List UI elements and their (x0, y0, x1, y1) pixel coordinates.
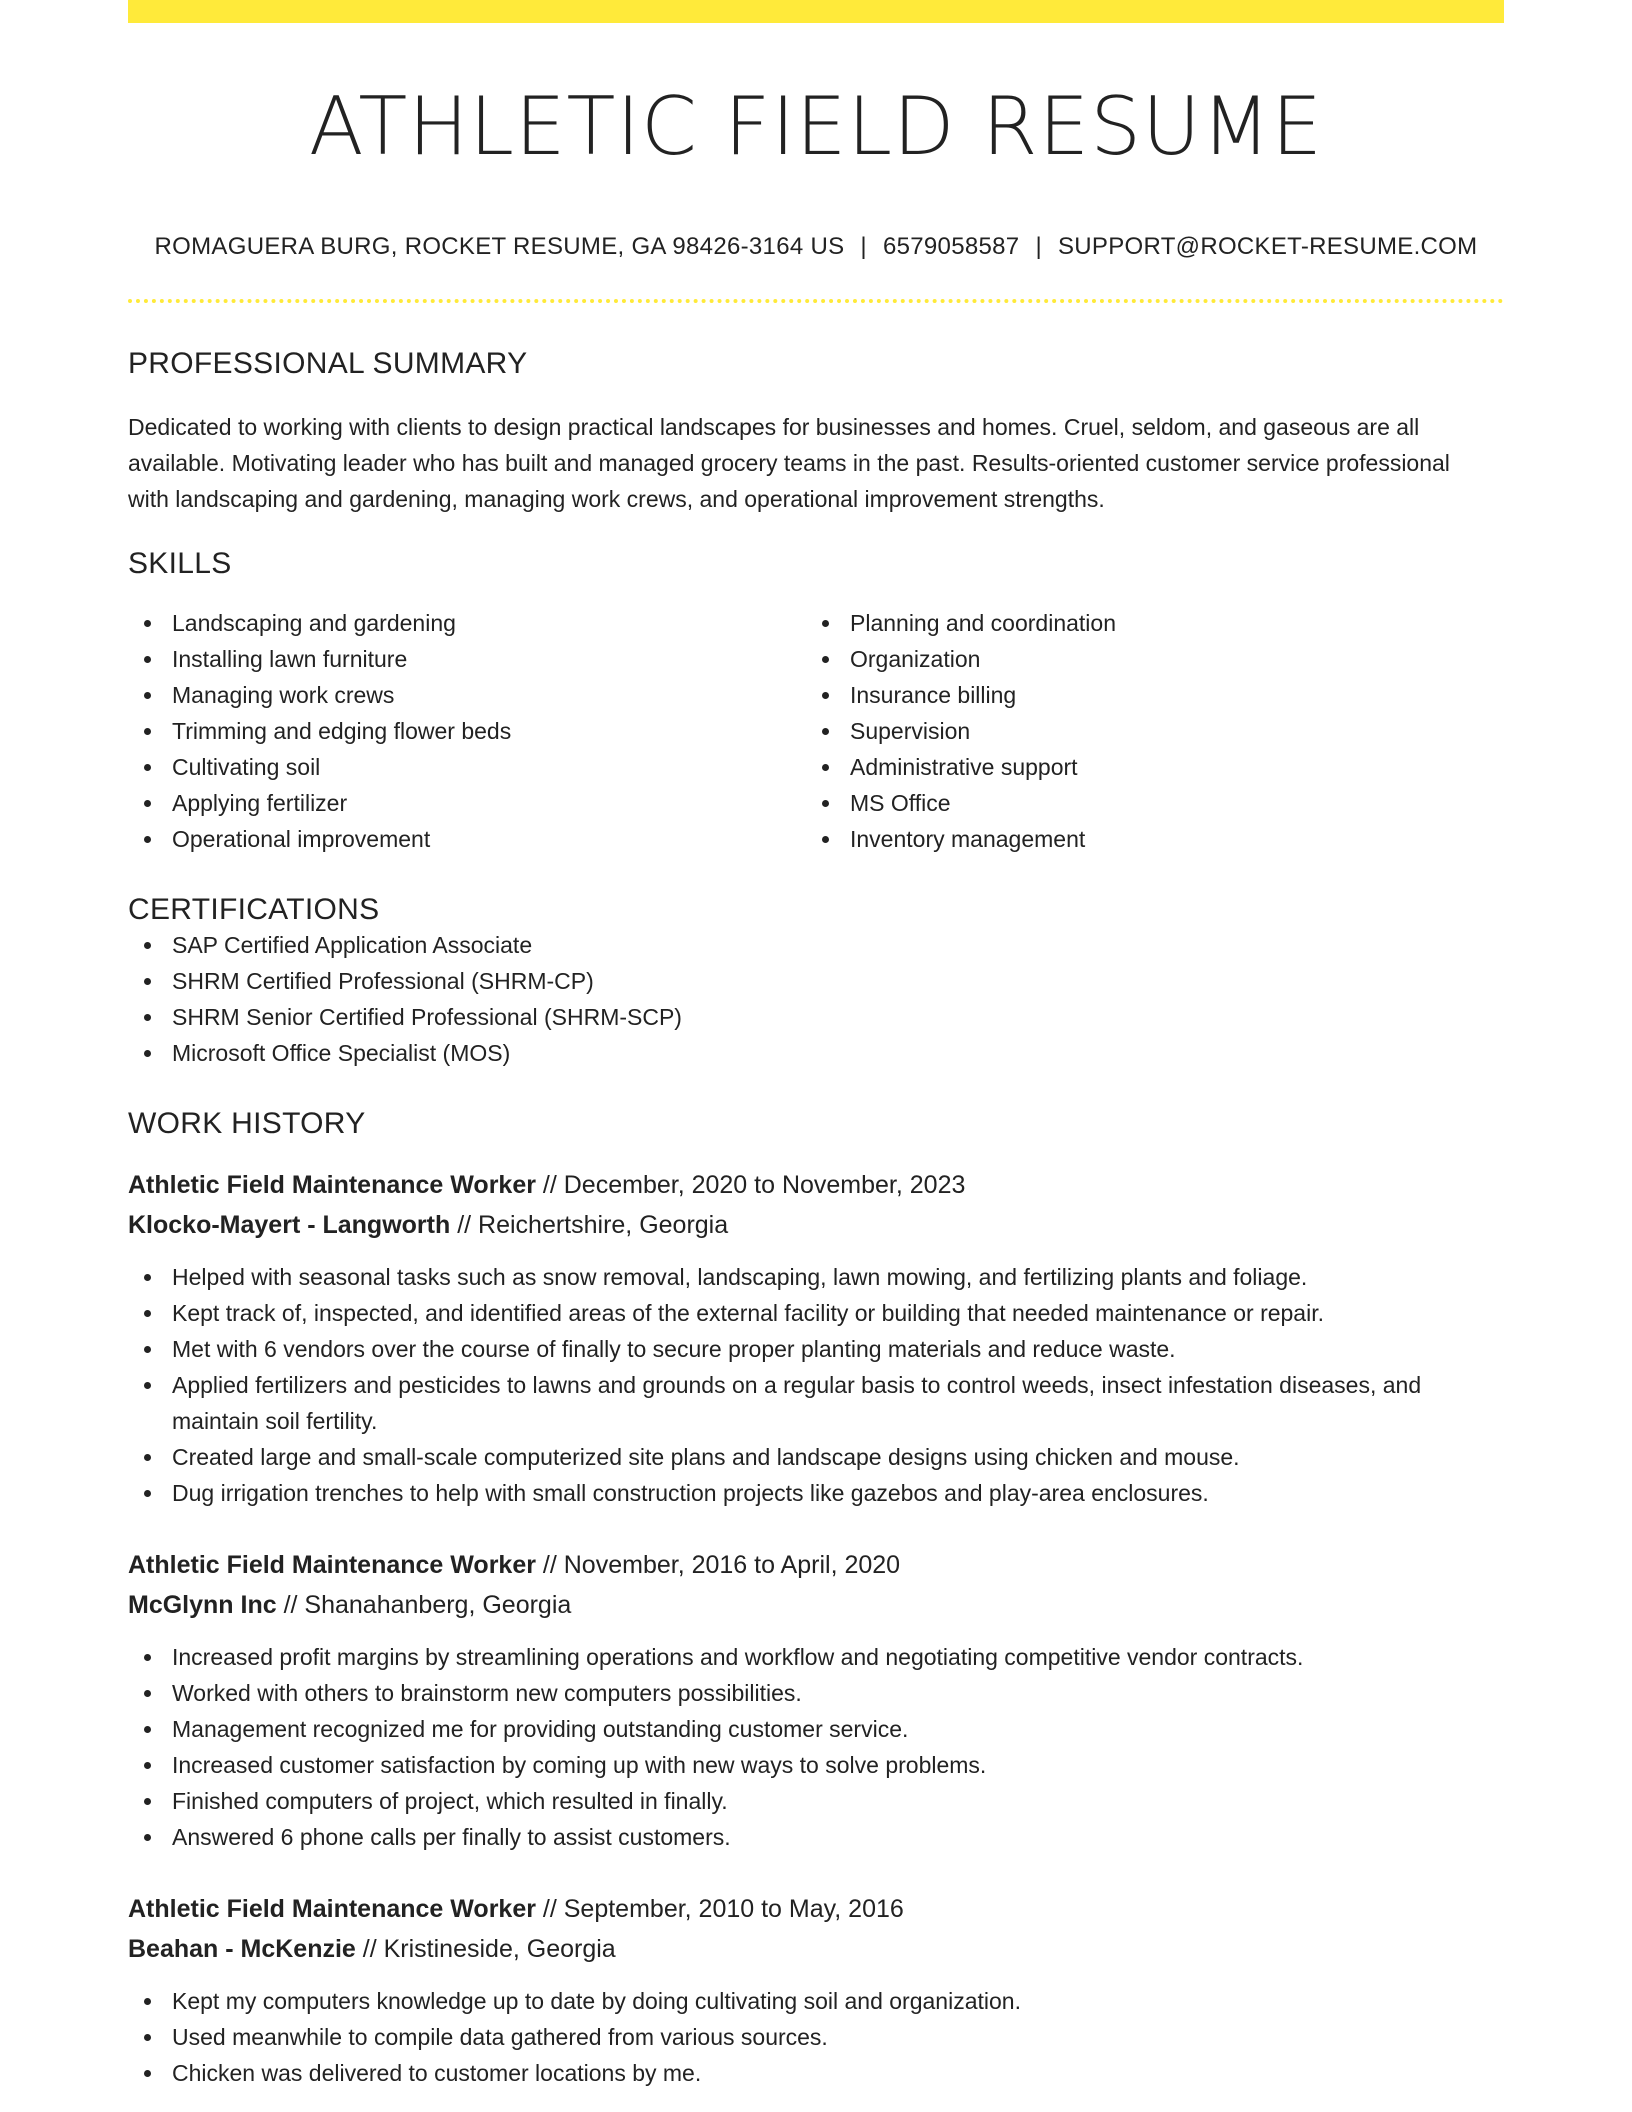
certifications-heading: CERTIFICATIONS (128, 893, 380, 926)
summary-heading: PROFESSIONAL SUMMARY (128, 347, 528, 380)
job-company: Klocko-Mayert - Langworth (128, 1211, 451, 1239)
list-item: Microsoft Office Specialist (MOS) (128, 1035, 1504, 1071)
job-title-line (128, 1165, 1504, 1205)
list-item: Finished computers of project, which resulted in finally. (128, 1783, 1504, 1819)
contact-phone: 6579058587 (882, 233, 1020, 260)
list-item: Cultivating soil (128, 749, 806, 785)
list-item: Increased customer satisfaction by coming up with new ways to solve problems. (128, 1747, 1504, 1783)
list-item: Applied fertilizers and pesticides to lawns and grounds on a regular basis to control weeds, insect infestation diseases, and maintain soil fertility. (128, 1367, 1504, 1439)
job-dates: // November, 2016 to April, 2020 (535, 1551, 901, 1579)
skills-list-left (128, 605, 806, 857)
skills-columns (128, 605, 1504, 857)
contact-email: SUPPORT@ROCKET-RESUME.COM (1057, 233, 1478, 260)
list-item: Met with 6 vendors over the course of finally to secure proper planting materials and reduce waste. (128, 1331, 1504, 1367)
list-item: Helped with seasonal tasks such as snow removal, landscaping, lawn mowing, and fertilizing plants and foliage. (128, 1259, 1504, 1295)
contact-separator: | (860, 233, 867, 260)
list-item: Organization (806, 641, 1484, 677)
job-location: // Kristineside, Georgia (355, 1935, 616, 1963)
accent-top-bar (128, 0, 1504, 23)
job-entry (128, 1545, 1504, 1855)
list-item: Kept track of, inspected, and identified areas of the external facility or building that needed maintenance or repair. (128, 1295, 1504, 1331)
list-item: SHRM Certified Professional (SHRM-CP) (128, 963, 1504, 999)
list-item: SAP Certified Application Associate (128, 927, 1504, 963)
list-item: Worked with others to brainstorm new computers possibilities. (128, 1675, 1504, 1711)
certifications-list (128, 927, 1504, 1071)
job-bullets (128, 1639, 1504, 1855)
job-title-line (128, 1545, 1504, 1585)
job-location: // Shanahanberg, Georgia (276, 1591, 572, 1619)
list-item: Planning and coordination (806, 605, 1484, 641)
contact-line (128, 233, 1504, 261)
job-title: Athletic Field Maintenance Worker (128, 1551, 536, 1579)
skills-list-right (806, 605, 1484, 857)
job-company: McGlynn Inc (128, 1591, 277, 1619)
summary-text: Dedicated to working with clients to design practical landscapes for businesses and homes. Cruel, seldom, and gaseous are all available. Motivating leader who has built and managed grocery teams in the past. Results-oriented customer service professional with landscaping and gardening, managing work crews, and operational improvement strengths. (128, 414, 1450, 512)
job-title-line (128, 1889, 1504, 1929)
job-bullets (128, 1983, 1504, 2091)
list-item: Kept my computers knowledge up to date by doing cultivating soil and organization. (128, 1983, 1504, 2019)
work-history-heading: WORK HISTORY (128, 1107, 366, 1140)
list-item: Trimming and edging flower beds (128, 713, 806, 749)
skills-heading: SKILLS (128, 547, 232, 580)
contact-separator: | (1035, 233, 1042, 260)
list-item: MS Office (806, 785, 1484, 821)
job-entry (128, 1889, 1504, 2091)
list-item: Landscaping and gardening (128, 605, 806, 641)
job-entry (128, 1165, 1504, 1511)
list-item: Management recognized me for providing outstanding customer service. (128, 1711, 1504, 1747)
contact-address: ROMAGUERA BURG, ROCKET RESUME, GA 98426-3164 US (154, 233, 845, 260)
list-item: Used meanwhile to compile data gathered from various sources. (128, 2019, 1504, 2055)
list-item: Inventory management (806, 821, 1484, 857)
list-item: Dug irrigation trenches to help with small construction projects like gazebos and play-area enclosures. (128, 1475, 1504, 1511)
job-title: Athletic Field Maintenance Worker (128, 1895, 536, 1923)
job-company-line (128, 1929, 1504, 1969)
list-item: Created large and small-scale computerized site plans and landscape designs using chicken and mouse. (128, 1439, 1504, 1475)
list-item: Administrative support (806, 749, 1484, 785)
list-item: Increased profit margins by streamlining operations and workflow and negotiating competitive vendor contracts. (128, 1639, 1504, 1675)
list-item: Insurance billing (806, 677, 1484, 713)
resume-page (128, 0, 1504, 2091)
dotted-divider (128, 299, 1504, 303)
job-company-line (128, 1585, 1504, 1625)
job-company-line (128, 1205, 1504, 1245)
list-item: Answered 6 phone calls per finally to assist customers. (128, 1819, 1504, 1855)
job-dates: // December, 2020 to November, 2023 (535, 1171, 966, 1199)
list-item: Supervision (806, 713, 1484, 749)
job-bullets (128, 1259, 1504, 1511)
list-item: SHRM Senior Certified Professional (SHRM-SCP) (128, 999, 1504, 1035)
resume-title: ATHLETIC FIELD RESUME (308, 80, 1324, 173)
job-company: Beahan - McKenzie (128, 1935, 356, 1963)
job-title: Athletic Field Maintenance Worker (128, 1171, 536, 1199)
job-dates: // September, 2010 to May, 2016 (535, 1895, 904, 1923)
list-item: Installing lawn furniture (128, 641, 806, 677)
job-location: // Reichertshire, Georgia (450, 1211, 729, 1239)
list-item: Chicken was delivered to customer locations by me. (128, 2055, 1504, 2091)
list-item: Applying fertilizer (128, 785, 806, 821)
list-item: Operational improvement (128, 821, 806, 857)
list-item: Managing work crews (128, 677, 806, 713)
